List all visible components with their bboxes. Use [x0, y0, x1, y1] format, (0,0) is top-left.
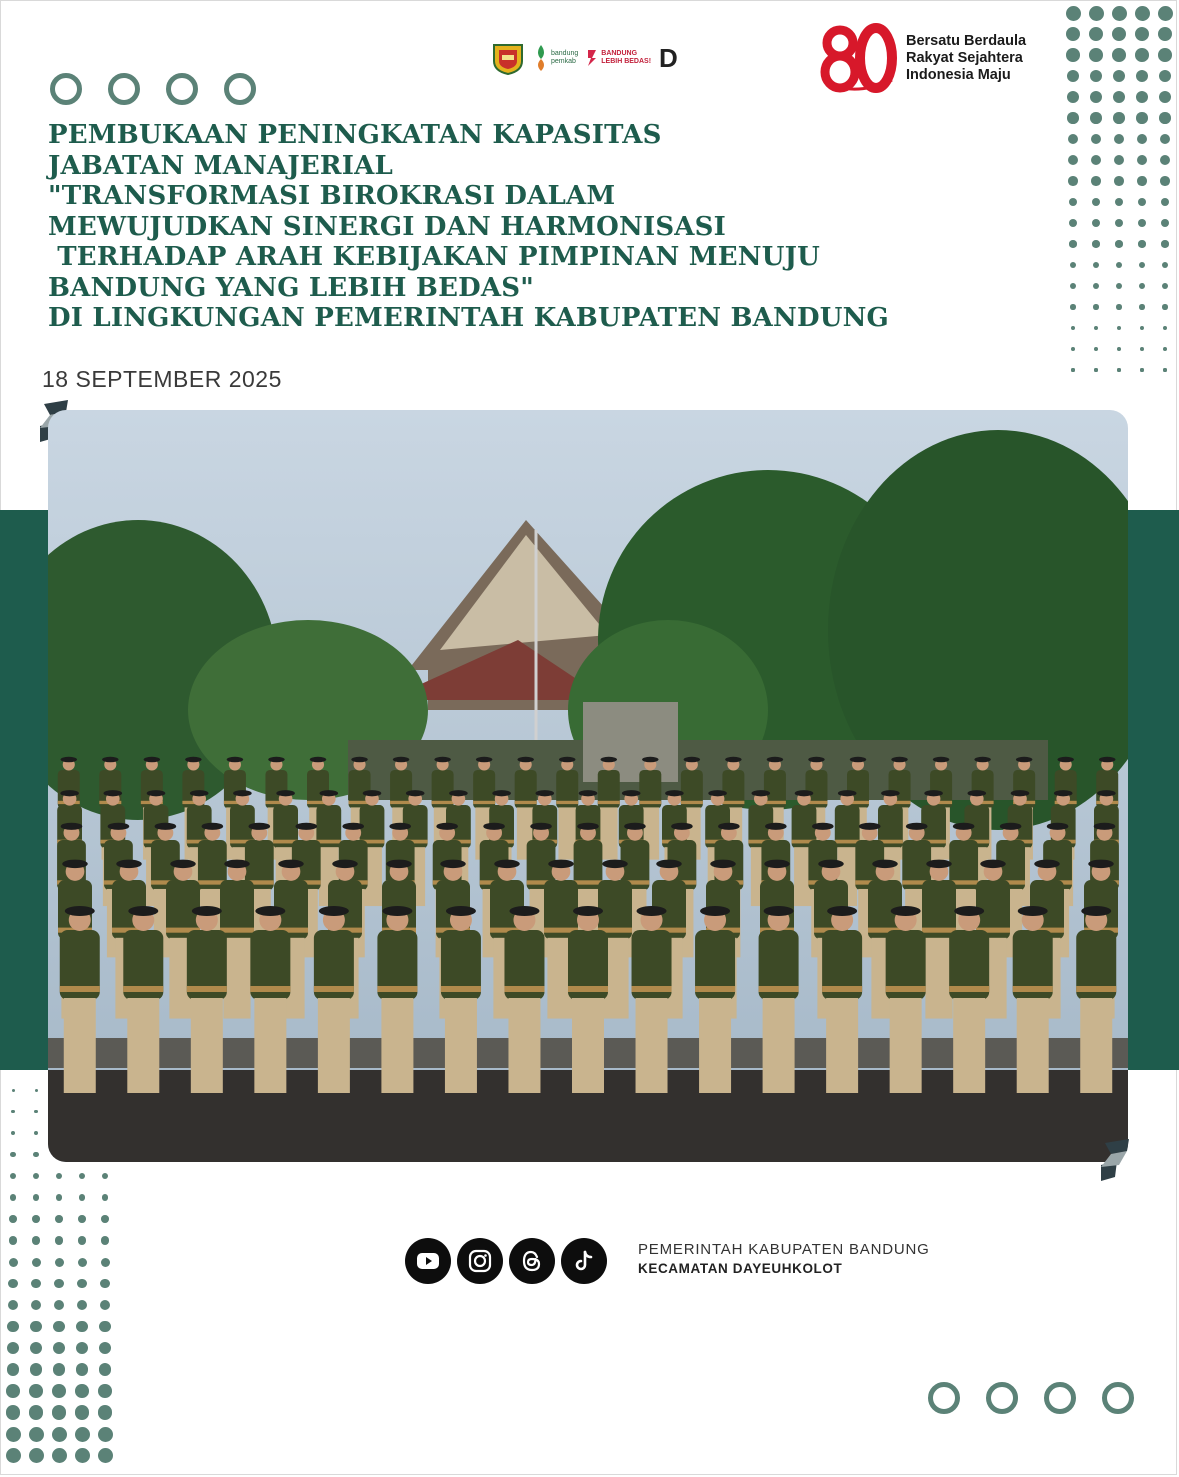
dot-icon [1163, 368, 1166, 371]
dot-icon [7, 1363, 20, 1376]
dot-icon [1114, 176, 1123, 185]
circle-icon [1044, 1382, 1076, 1414]
anniversary-tagline: Indonesia Maju [906, 66, 1011, 83]
dot-icon [76, 1342, 88, 1354]
dot-icon [10, 1194, 17, 1201]
dot-icon [1159, 91, 1171, 103]
dot-icon [1091, 134, 1102, 145]
dot-icon [1135, 27, 1149, 41]
bandung-lebih-bedas-logo [586, 48, 651, 68]
dot-icon [7, 1321, 18, 1332]
dot-icon [99, 1342, 111, 1354]
dot-icon [1135, 48, 1149, 62]
circle-icon [224, 73, 256, 105]
dot-icon [98, 1448, 113, 1463]
youtube-icon[interactable] [405, 1238, 451, 1284]
dot-icon [1093, 304, 1098, 309]
dot-icon [101, 1215, 109, 1223]
dot-icon [52, 1448, 67, 1463]
dot-icon [1137, 155, 1147, 165]
dot-icon [1140, 368, 1143, 371]
dot-icon [31, 1300, 42, 1311]
dot-icon [12, 1089, 15, 1092]
dot-icon [77, 1300, 88, 1311]
dot-icon [9, 1258, 18, 1267]
dot-icon [1115, 240, 1122, 247]
dot-icon [35, 1089, 38, 1092]
dot-icon [102, 1194, 109, 1201]
dot-icon [30, 1342, 42, 1354]
dot-icon [1068, 176, 1077, 185]
dot-icon [29, 1405, 43, 1419]
dot-icon [1135, 6, 1150, 21]
dot-icon [76, 1321, 87, 1332]
dot-icon [1069, 219, 1077, 227]
dot-icon [1112, 6, 1127, 21]
dot-icon [100, 1279, 110, 1289]
logo-text: LEBIH BEDAS! [601, 58, 652, 65]
dot-icon [53, 1342, 65, 1354]
dot-icon [1116, 262, 1123, 269]
dot-icon [1066, 27, 1080, 41]
dot-icon [1138, 198, 1147, 207]
dot-icon [1139, 262, 1146, 269]
sponsor-logos [490, 40, 678, 76]
dot-icon [1067, 91, 1079, 103]
dot-icon [76, 1363, 89, 1376]
dot-icon [33, 1173, 39, 1179]
dot-icon [98, 1405, 112, 1419]
dot-icon [101, 1258, 110, 1267]
dot-icon [1066, 6, 1081, 21]
dot-icon [11, 1131, 16, 1136]
dot-icon [1067, 112, 1079, 124]
subdistrict-name: KECAMATAN DAYEUHKOLOT [638, 1261, 843, 1276]
dot-icon [10, 1152, 15, 1157]
dot-icon [56, 1194, 63, 1201]
dot-icon [101, 1236, 109, 1244]
dot-icon [75, 1405, 89, 1419]
dot-icon [29, 1427, 44, 1442]
dot-icon [1113, 91, 1125, 103]
dot-icon [1136, 70, 1149, 83]
dot-icon [33, 1194, 40, 1201]
dot-icon [1137, 176, 1146, 185]
dot-icon [1094, 368, 1097, 371]
dot-icon [1117, 368, 1120, 371]
dot-icon [32, 1215, 40, 1223]
dot-icon [1140, 347, 1144, 351]
dot-icon [1113, 70, 1126, 83]
dot-icon [52, 1384, 66, 1398]
dot-icon [99, 1363, 112, 1376]
dot-icon [1161, 198, 1170, 207]
dot-icon [1089, 27, 1103, 41]
dot-icon [1090, 70, 1103, 83]
dot-icon [11, 1110, 15, 1114]
decorative-circles-bottom [928, 1382, 1134, 1414]
dot-icon [1138, 240, 1145, 247]
dot-icon [34, 1110, 38, 1114]
dot-icon [1090, 112, 1102, 124]
dot-icon [1116, 304, 1121, 309]
dot-icon [32, 1236, 40, 1244]
dot-icon [1136, 112, 1148, 124]
dot-icon [1162, 304, 1167, 309]
dot-icon [75, 1448, 90, 1463]
dot-icon [29, 1448, 44, 1463]
dot-icon [1070, 283, 1076, 289]
group-photo-image [48, 410, 1128, 1162]
dot-icon [1112, 27, 1126, 41]
circle-icon [986, 1382, 1018, 1414]
social-media-icons [405, 1238, 607, 1284]
dot-icon [1139, 283, 1145, 289]
dot-icon [1068, 155, 1078, 165]
dot-icon [52, 1427, 67, 1442]
dot-icon [98, 1427, 113, 1442]
dot-icon [1158, 6, 1173, 21]
group-photo [48, 410, 1128, 1162]
dot-icon [1163, 326, 1168, 331]
dot-icon [56, 1173, 62, 1179]
circle-icon [108, 73, 140, 105]
logo-text: pemkab [551, 58, 576, 65]
dot-icon [100, 1300, 111, 1311]
dot-icon [1092, 198, 1101, 207]
dot-icon [75, 1384, 89, 1398]
dot-icon [1159, 70, 1172, 83]
logo-text: BANDUNG [601, 50, 638, 57]
dot-icon [1071, 326, 1076, 331]
dot-icon [30, 1321, 41, 1332]
dot-icon [1093, 262, 1100, 269]
dot-icon [102, 1173, 108, 1179]
dot-icon [1117, 347, 1121, 351]
number-80-icon [818, 22, 898, 94]
dot-icon [1113, 112, 1125, 124]
bandung-pemkab-logo [534, 43, 578, 73]
dot-icon [1067, 70, 1080, 83]
dot-icon [1112, 48, 1126, 62]
dot-icon [99, 1321, 110, 1332]
dot-icon [1114, 155, 1124, 165]
dot-icon [1090, 91, 1102, 103]
dot-icon [1091, 155, 1101, 165]
dot-icon [8, 1279, 18, 1289]
dot-icon [1159, 112, 1171, 124]
dot-icon [78, 1215, 86, 1223]
circle-icon [1102, 1382, 1134, 1414]
dot-icon [1161, 219, 1169, 227]
d-logo: D [659, 42, 678, 73]
dot-icon [98, 1384, 112, 1398]
dot-icon [1139, 304, 1144, 309]
dot-icon [1114, 134, 1125, 145]
dot-icon [1070, 262, 1077, 269]
dot-icon [7, 1342, 19, 1354]
circle-icon [166, 73, 198, 105]
dot-icon [31, 1279, 41, 1289]
dot-icon [1069, 240, 1076, 247]
organization-info [638, 1241, 930, 1276]
dot-icon [1160, 155, 1170, 165]
dot-icon [32, 1258, 41, 1267]
dot-icon [1092, 219, 1100, 227]
dot-icon [75, 1427, 90, 1442]
dot-icon [9, 1215, 17, 1223]
dot-icon [6, 1427, 21, 1442]
dot-icon [1162, 283, 1168, 289]
dot-icon [8, 1300, 19, 1311]
dot-icon [34, 1131, 39, 1136]
dot-icon [79, 1194, 86, 1201]
dot-icon [78, 1258, 87, 1267]
dot-icon [1069, 198, 1078, 207]
dot-icon [55, 1236, 63, 1244]
kabupaten-bandung-crest-icon [490, 41, 526, 75]
dot-icon [1162, 262, 1169, 269]
dot-icon [54, 1300, 65, 1311]
quote-mark-icon [1099, 1137, 1129, 1181]
dot-icon [1137, 134, 1148, 145]
anniversary-tagline: Rakyat Sejahtera [906, 49, 1023, 66]
dot-icon [1115, 219, 1123, 227]
dot-icon [1140, 326, 1145, 331]
dot-icon [1091, 176, 1100, 185]
dot-icon [1136, 91, 1148, 103]
circle-icon [50, 73, 82, 105]
threads-icon[interactable] [509, 1238, 555, 1284]
dot-icon [52, 1405, 66, 1419]
tiktok-icon[interactable] [561, 1238, 607, 1284]
dot-icon [79, 1173, 85, 1179]
dot-icon [1115, 198, 1124, 207]
organization-name: PEMERINTAH KABUPATEN BANDUNG [638, 1241, 930, 1258]
dot-icon [6, 1448, 21, 1463]
dot-icon [1071, 347, 1075, 351]
dot-icon [77, 1279, 87, 1289]
decorative-circles-top [50, 73, 256, 105]
dot-icon [55, 1215, 63, 1223]
dot-icon [1161, 240, 1168, 247]
bedas-mark-icon [586, 48, 598, 68]
dot-icon [33, 1152, 38, 1157]
dot-icon [1160, 134, 1171, 145]
dot-icon [1163, 347, 1167, 351]
dot-icon [78, 1236, 86, 1244]
dot-icon [1068, 134, 1079, 145]
anniversary-tagline: Bersatu Berdaula [906, 32, 1027, 49]
logo-text: bandung [551, 50, 579, 57]
dot-icon [1094, 347, 1098, 351]
event-date: 18 SEPTEMBER 2025 [42, 366, 282, 392]
dot-icon [1094, 326, 1099, 331]
dot-icon [54, 1279, 64, 1289]
dot-icon [1093, 283, 1099, 289]
dot-icon [1070, 304, 1075, 309]
dot-icon [1071, 368, 1074, 371]
dot-icon [1089, 48, 1103, 62]
dot-icon [1116, 283, 1122, 289]
dot-icon [9, 1236, 17, 1244]
dot-icon [1092, 240, 1099, 247]
dot-icon [6, 1405, 20, 1419]
dot-pattern-top-right [1058, 0, 1179, 380]
leaf-icon [534, 43, 548, 73]
circle-icon [928, 1382, 960, 1414]
dot-icon [53, 1321, 64, 1332]
event-title: PEMBUKAAN PENINGKATAN KAPASITAS JABATAN MANAJERIAL "TRANSFORMASI BIROKRASI DALAM MEWUJUDKAN SINERGI DAN HARMONISASI TERHADAP ARAH KEBIJAKAN PIMPINAN MENUJU BANDUNG YANG LEBIH BEDAS" DI LINGKUNGAN PEMERINTAH KABUPATEN BANDUNG [48, 120, 889, 333]
instagram-icon[interactable] [457, 1238, 503, 1284]
dot-icon [1089, 6, 1104, 21]
dot-icon [6, 1384, 20, 1398]
dot-icon [30, 1363, 43, 1376]
dot-icon [29, 1384, 43, 1398]
dot-icon [1158, 27, 1172, 41]
dot-icon [53, 1363, 66, 1376]
dot-icon [1117, 326, 1122, 331]
dot-icon [1066, 48, 1080, 62]
anniversary-80-logo [818, 22, 1026, 94]
dot-icon [55, 1258, 64, 1267]
dot-icon [10, 1173, 16, 1179]
dot-icon [1158, 48, 1172, 62]
dot-icon [1138, 219, 1146, 227]
dot-icon [1160, 176, 1169, 185]
